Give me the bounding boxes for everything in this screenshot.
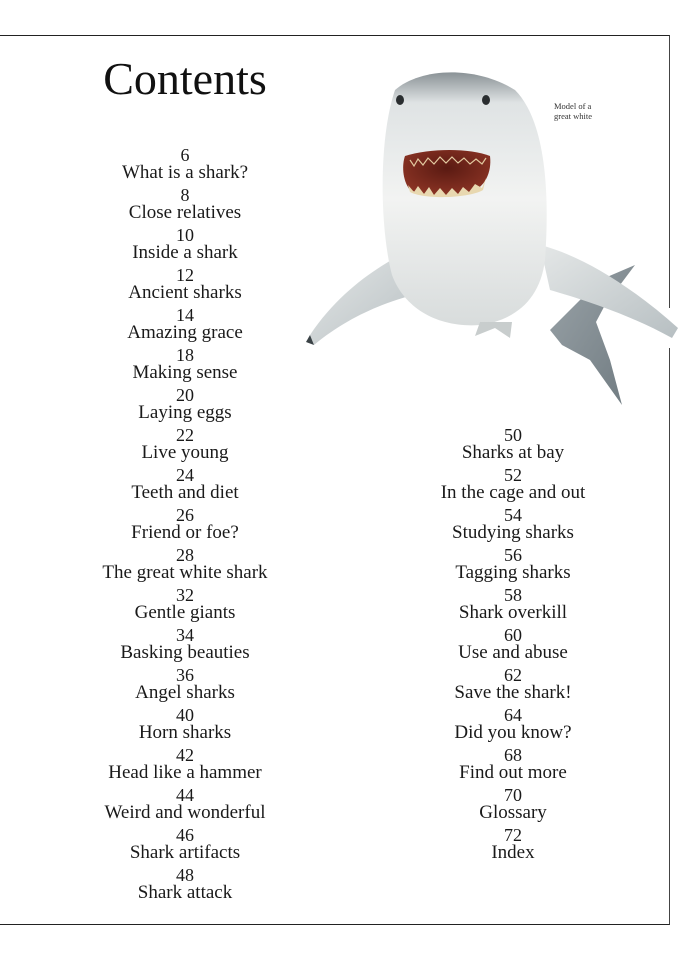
toc-title: Sharks at bay bbox=[461, 442, 565, 463]
caption-line-2: great white bbox=[554, 111, 592, 121]
toc-entry[interactable] bbox=[65, 587, 305, 627]
toc-page-number: 44 bbox=[176, 785, 194, 805]
great-white-shark-image bbox=[300, 60, 700, 420]
toc-title: Shark artifacts bbox=[129, 842, 241, 863]
toc-entry[interactable] bbox=[65, 507, 305, 547]
toc-entry[interactable] bbox=[65, 267, 305, 307]
toc-entry[interactable] bbox=[65, 147, 305, 187]
toc-entry[interactable] bbox=[65, 747, 305, 787]
toc-page-number: 42 bbox=[176, 745, 194, 765]
toc-entry[interactable] bbox=[65, 307, 305, 347]
toc-page-number: 58 bbox=[504, 585, 522, 605]
toc-title: Laying eggs bbox=[138, 402, 232, 423]
toc-entry[interactable] bbox=[393, 467, 633, 507]
page-title: Contents bbox=[103, 53, 267, 104]
toc-page-number: 18 bbox=[176, 345, 194, 365]
toc-title: Making sense bbox=[132, 362, 238, 383]
toc-entry[interactable] bbox=[393, 667, 633, 707]
toc-title: Did you know? bbox=[454, 722, 572, 743]
toc-right-column bbox=[393, 427, 633, 867]
toc-page-number: 24 bbox=[176, 465, 194, 485]
toc-entry[interactable] bbox=[65, 187, 305, 227]
toc-page-number: 52 bbox=[504, 465, 522, 485]
toc-entry[interactable] bbox=[393, 507, 633, 547]
toc-title: Studying sharks bbox=[452, 522, 574, 543]
toc-title: Glossary bbox=[479, 802, 547, 823]
toc-entry[interactable] bbox=[65, 387, 305, 427]
toc-title: Use and abuse bbox=[458, 642, 568, 663]
toc-title: Gentle giants bbox=[134, 602, 236, 623]
toc-title: Amazing grace bbox=[127, 322, 243, 343]
toc-page-number: 40 bbox=[176, 705, 194, 725]
toc-entry[interactable] bbox=[65, 427, 305, 467]
toc-title: Head like a hammer bbox=[108, 762, 262, 783]
toc-page-number: 72 bbox=[504, 825, 522, 845]
toc-page-number: 8 bbox=[180, 185, 190, 205]
toc-page-number: 28 bbox=[176, 545, 194, 565]
toc-entry[interactable] bbox=[65, 467, 305, 507]
toc-title: Basking beauties bbox=[120, 642, 250, 663]
toc-entry[interactable] bbox=[393, 787, 633, 827]
toc-title: Inside a shark bbox=[132, 242, 238, 263]
toc-title: Shark attack bbox=[137, 882, 233, 903]
toc-title: Live young bbox=[141, 442, 229, 463]
toc-title: What is a shark? bbox=[121, 162, 249, 183]
toc-title: Ancient sharks bbox=[128, 282, 242, 303]
toc-title: Index bbox=[491, 842, 535, 863]
toc-title: Shark overkill bbox=[458, 602, 568, 623]
toc-entry[interactable] bbox=[65, 227, 305, 267]
toc-page-number: 70 bbox=[504, 785, 522, 805]
toc-page-number: 64 bbox=[504, 705, 522, 725]
toc-entry[interactable] bbox=[65, 827, 305, 867]
toc-page-number: 56 bbox=[504, 545, 522, 565]
toc-entry[interactable] bbox=[65, 707, 305, 747]
toc-entry[interactable] bbox=[393, 707, 633, 747]
toc-entry[interactable] bbox=[393, 547, 633, 587]
toc-title: In the cage and out bbox=[440, 482, 586, 503]
toc-page-number: 50 bbox=[504, 425, 522, 445]
toc-page-number: 14 bbox=[176, 305, 194, 325]
toc-left-column bbox=[65, 147, 305, 907]
toc-page-number: 20 bbox=[176, 385, 194, 405]
toc-page-number: 62 bbox=[504, 665, 522, 685]
toc-title: Friend or foe? bbox=[131, 522, 239, 543]
toc-title: Close relatives bbox=[128, 202, 242, 223]
toc-page-number: 54 bbox=[504, 505, 522, 525]
toc-entry[interactable] bbox=[65, 347, 305, 387]
image-caption bbox=[554, 101, 592, 121]
toc-entry[interactable] bbox=[393, 827, 633, 867]
toc-title: Weird and wonderful bbox=[104, 802, 266, 823]
toc-page-number: 26 bbox=[176, 505, 194, 525]
toc-title: Angel sharks bbox=[135, 682, 235, 703]
toc-entry[interactable] bbox=[393, 627, 633, 667]
caption-line-1: Model of a bbox=[554, 101, 592, 111]
toc-title: The great white shark bbox=[102, 562, 268, 583]
toc-entry[interactable] bbox=[65, 627, 305, 667]
toc-entry[interactable] bbox=[65, 667, 305, 707]
toc-page-number: 34 bbox=[176, 625, 194, 645]
toc-entry[interactable] bbox=[65, 867, 305, 907]
toc-page-number: 68 bbox=[504, 745, 522, 765]
toc-page-number: 46 bbox=[176, 825, 194, 845]
toc-page-number: 48 bbox=[176, 865, 194, 885]
toc-page-number: 10 bbox=[176, 225, 194, 245]
toc-title: Save the shark! bbox=[454, 682, 572, 703]
toc-page-number: 6 bbox=[180, 145, 190, 165]
toc-title: Teeth and diet bbox=[131, 482, 239, 503]
toc-entry[interactable] bbox=[65, 547, 305, 587]
toc-entry[interactable] bbox=[65, 787, 305, 827]
toc-page-number: 60 bbox=[504, 625, 522, 645]
toc-page-number: 22 bbox=[176, 425, 194, 445]
toc-entry[interactable] bbox=[393, 427, 633, 467]
toc-page-number: 12 bbox=[176, 265, 194, 285]
toc-title: Find out more bbox=[459, 762, 567, 783]
toc-entry[interactable] bbox=[393, 587, 633, 627]
toc-title: Horn sharks bbox=[138, 722, 232, 743]
toc-title: Tagging sharks bbox=[455, 562, 571, 583]
toc-page-number: 32 bbox=[176, 585, 194, 605]
toc-entry[interactable] bbox=[393, 747, 633, 787]
toc-page-number: 36 bbox=[176, 665, 194, 685]
